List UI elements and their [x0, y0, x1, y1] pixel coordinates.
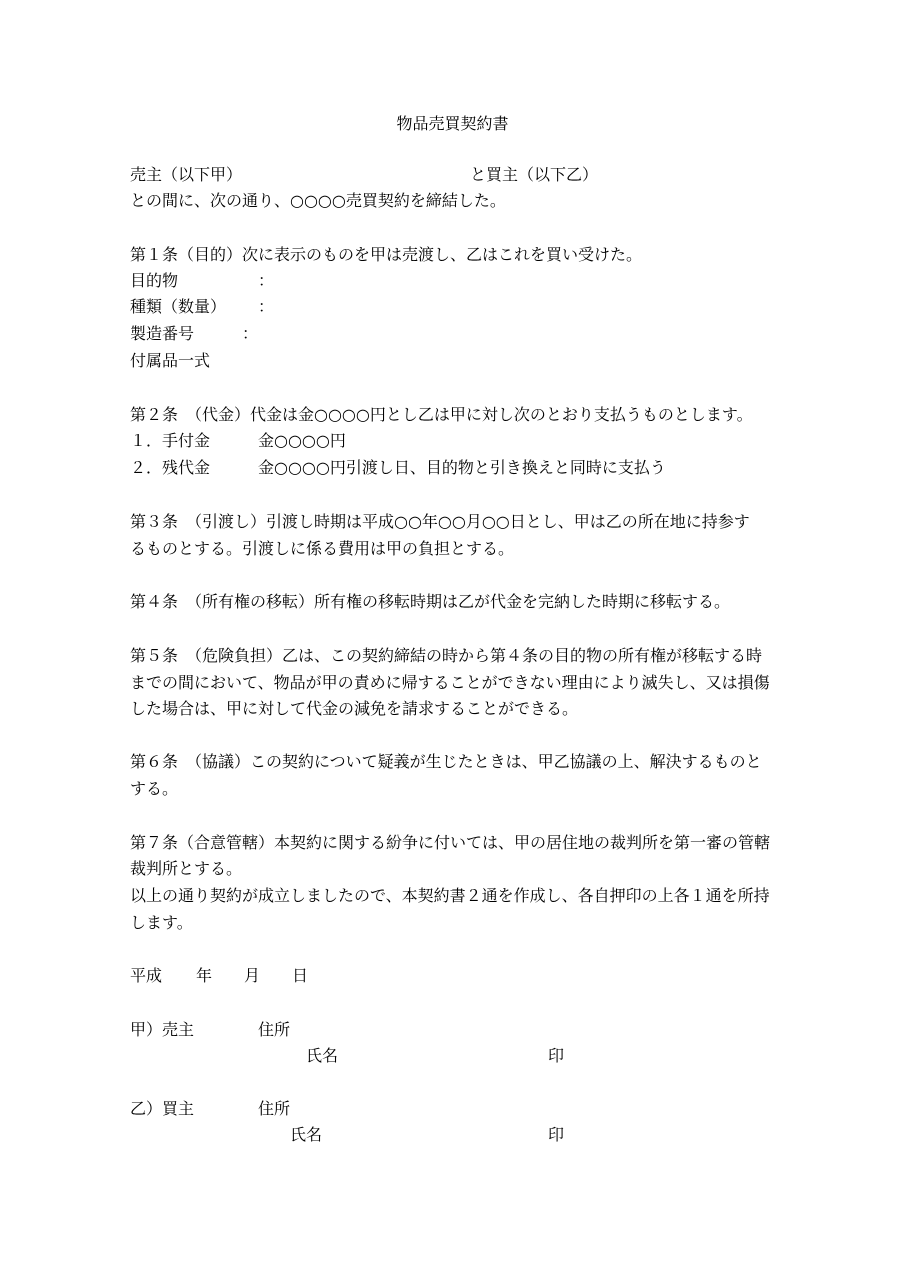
article5-line1: 第５条 （危険負担）乙は、この契約締結の時から第４条の目的物の所有権が移転する時: [130, 646, 763, 665]
article7-line2: 裁判所とする。: [130, 859, 243, 878]
date-era: 平成: [130, 966, 163, 985]
date-year: 年: [196, 966, 213, 985]
document-title: 物品売買契約書: [396, 114, 509, 133]
date-day: 日: [292, 966, 309, 985]
article5-line2: までの間において、物品が甲の責めに帰することができない理由により滅失し、又は損傷: [130, 673, 770, 692]
article4-line1: 第４条 （所有権の移転）所有権の移転時期は乙が代金を完納した時期に移転する。: [130, 592, 731, 611]
item-serial-label: 製造番号: [130, 324, 195, 343]
buyer-name-label: 氏名: [290, 1125, 323, 1144]
item-object-label: 目的物: [130, 271, 179, 290]
buyer-address-label: 住所: [258, 1099, 291, 1118]
date-month: 月: [244, 966, 261, 985]
article3-line2: るものとする。引渡しに係る費用は甲の負担とする。: [130, 539, 515, 558]
item-serial-colon: ：: [242, 324, 259, 343]
closing-line2: します。: [130, 913, 193, 932]
buyer-party: と買主（以下乙）: [470, 165, 599, 184]
balance-value: 金○○○○円引渡し日、目的物と引き換えと同時に支払う: [258, 458, 666, 477]
seller-name-label: 氏名: [306, 1046, 339, 1065]
seller-address-label: 住所: [258, 1020, 291, 1039]
buyer-sig-label: 乙）買主: [130, 1099, 195, 1118]
article5-line3: した場合は、甲に対して代金の減免を請求することができる。: [130, 699, 579, 718]
article7-line1: 第７条（合意管轄）本契約に関する紛争に付いては、甲の居住地の裁判所を第一審の管轄: [130, 833, 771, 852]
seller-seal-mark: 印: [548, 1046, 565, 1065]
seller-sig-label: 甲）売主: [130, 1020, 195, 1039]
article2-text: 第２条 （代金）代金は金○○○○円とし乙は甲に対し次のとおり支払うものとします。: [130, 405, 753, 424]
article3-line1: 第３条 （引渡し）引渡し時期は平成○○年○○月○○日とし、甲は乙の所在地に持参す: [130, 512, 750, 531]
balance-label: ２．残代金: [130, 458, 211, 477]
deposit-value: 金○○○○円: [258, 431, 346, 450]
article1-text: 第１条（目的）次に表示のものを甲は売渡し、乙はこれを買い受けた。: [130, 245, 643, 264]
intro-text: との間に、次の通り、○○○○売買契約を締結した。: [130, 191, 506, 210]
article6-line2: する。: [130, 779, 179, 798]
item-type-label: 種類（数量）: [130, 297, 227, 316]
seller-party: 売主（以下甲）: [130, 165, 243, 184]
accessories-text: 付属品一式: [130, 351, 211, 370]
item-type-colon: ：: [258, 297, 275, 316]
buyer-seal-mark: 印: [548, 1125, 565, 1144]
deposit-label: １．手付金: [130, 431, 211, 450]
item-object-colon: ：: [258, 271, 275, 290]
closing-line1: 以上の通り契約が成立しましたので、本契約書２通を作成し、各自押印の上各１通を所持: [130, 886, 770, 905]
article6-line1: 第６条 （協議）この契約について疑義が生じたときは、甲乙協議の上、解決するものと: [130, 752, 762, 771]
